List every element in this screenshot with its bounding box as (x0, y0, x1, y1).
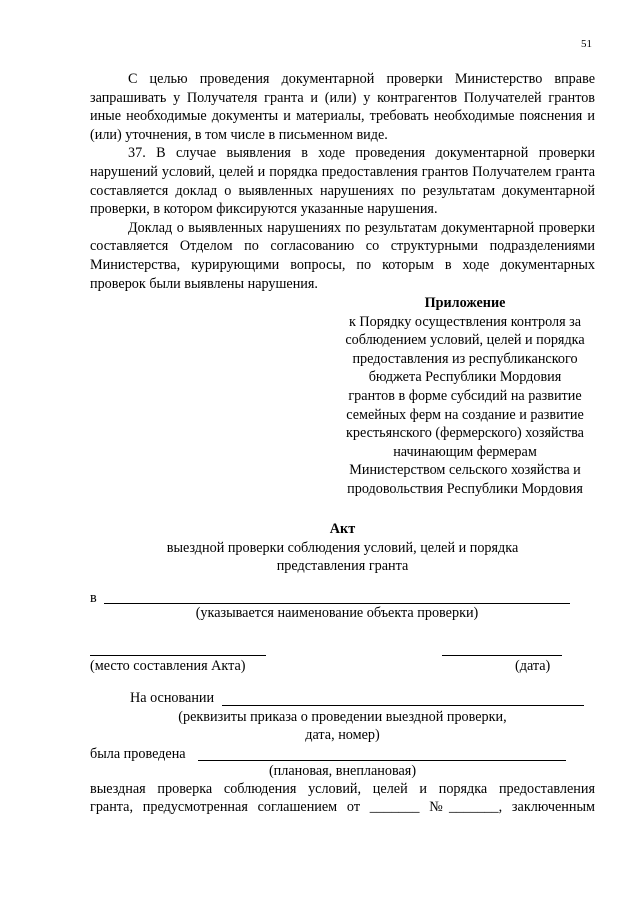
appendix-line: продовольствия Республики Мордовия (347, 480, 583, 497)
appendix-line: крестьянского (фермерского) хозяйства (346, 425, 584, 442)
appendix-line: соблюдением условий, целей и порядка (345, 332, 585, 349)
appendix-title: Приложение (424, 295, 506, 311)
closing-line: гранта, предусмотренная соглашением от _______ №_______, заключенным (90, 799, 595, 815)
appendix-line: начинающим фермерам (393, 443, 537, 460)
page-number: 51 (581, 38, 592, 50)
paragraph: С целью проведения документарной проверки Министерство вправе запрашивать у Получателя гранта и (или) у контрагентов Получателей грантов иные необходимые документы и материалы, требовать необходимые пояснения и (или) уточнения, в том числе в письменном виде. (90, 71, 595, 143)
appendix-line: предоставления из республиканского (352, 350, 578, 367)
basis-field[interactable] (222, 705, 584, 706)
appendix-line: Министерством сельского хозяйства и (349, 462, 581, 479)
paragraph: Доклад о выявленных нарушениях по результатам документарной проверки составляется Отделом по согласованию со структурными подразделениями Министерства, курирующими вопросы, по которым в ходе документарных проверок были выявлены нарушения. (90, 219, 595, 292)
type-hint: (плановая, внеплановая) (268, 763, 417, 779)
act-subtitle: представления гранта (276, 558, 409, 575)
appendix-line: грантов в форме субсидий на развитие (348, 387, 582, 404)
act-subtitle: выездной проверки соблюдения условий, целей и порядка (166, 539, 519, 556)
body-text (90, 70, 595, 293)
date-hint: (дата) (515, 658, 551, 674)
act-heading (90, 520, 595, 576)
date-field[interactable] (442, 655, 562, 656)
inspection-type-field[interactable] (198, 760, 566, 761)
appendix-block (322, 294, 608, 499)
appendix-line: семейных ферм на создание и развитие (346, 406, 584, 423)
paragraph: 37. В случае выявления в ходе проведения документарной проверки нарушений условий, целей и порядка предоставления грантов Получателем гранта составляется доклад о выявленных нарушениях по результатам документарной проверки, в котором фиксируются указанные нарушения. (90, 145, 595, 218)
act-title: Акт (329, 521, 356, 537)
place-hint: (место составления Акта) (90, 658, 246, 674)
closing-line: выездная проверка соблюдения условий, целей и порядка предоставления (90, 781, 595, 797)
conducted-label: была проведена (90, 746, 186, 762)
basis-hint: дата, номер) (305, 727, 380, 743)
basis-hint: (реквизиты приказа о проведении выездной проверки, (178, 709, 507, 725)
object-prefix: в (90, 590, 97, 606)
appendix-line: к Порядку осуществления контроля за (348, 313, 582, 330)
basis-label: На основании (130, 690, 215, 706)
place-field[interactable] (90, 655, 266, 656)
object-hint: (указывается наименование объекта проверки) (195, 605, 479, 621)
appendix-line: бюджета Республики Мордовия (368, 369, 562, 386)
